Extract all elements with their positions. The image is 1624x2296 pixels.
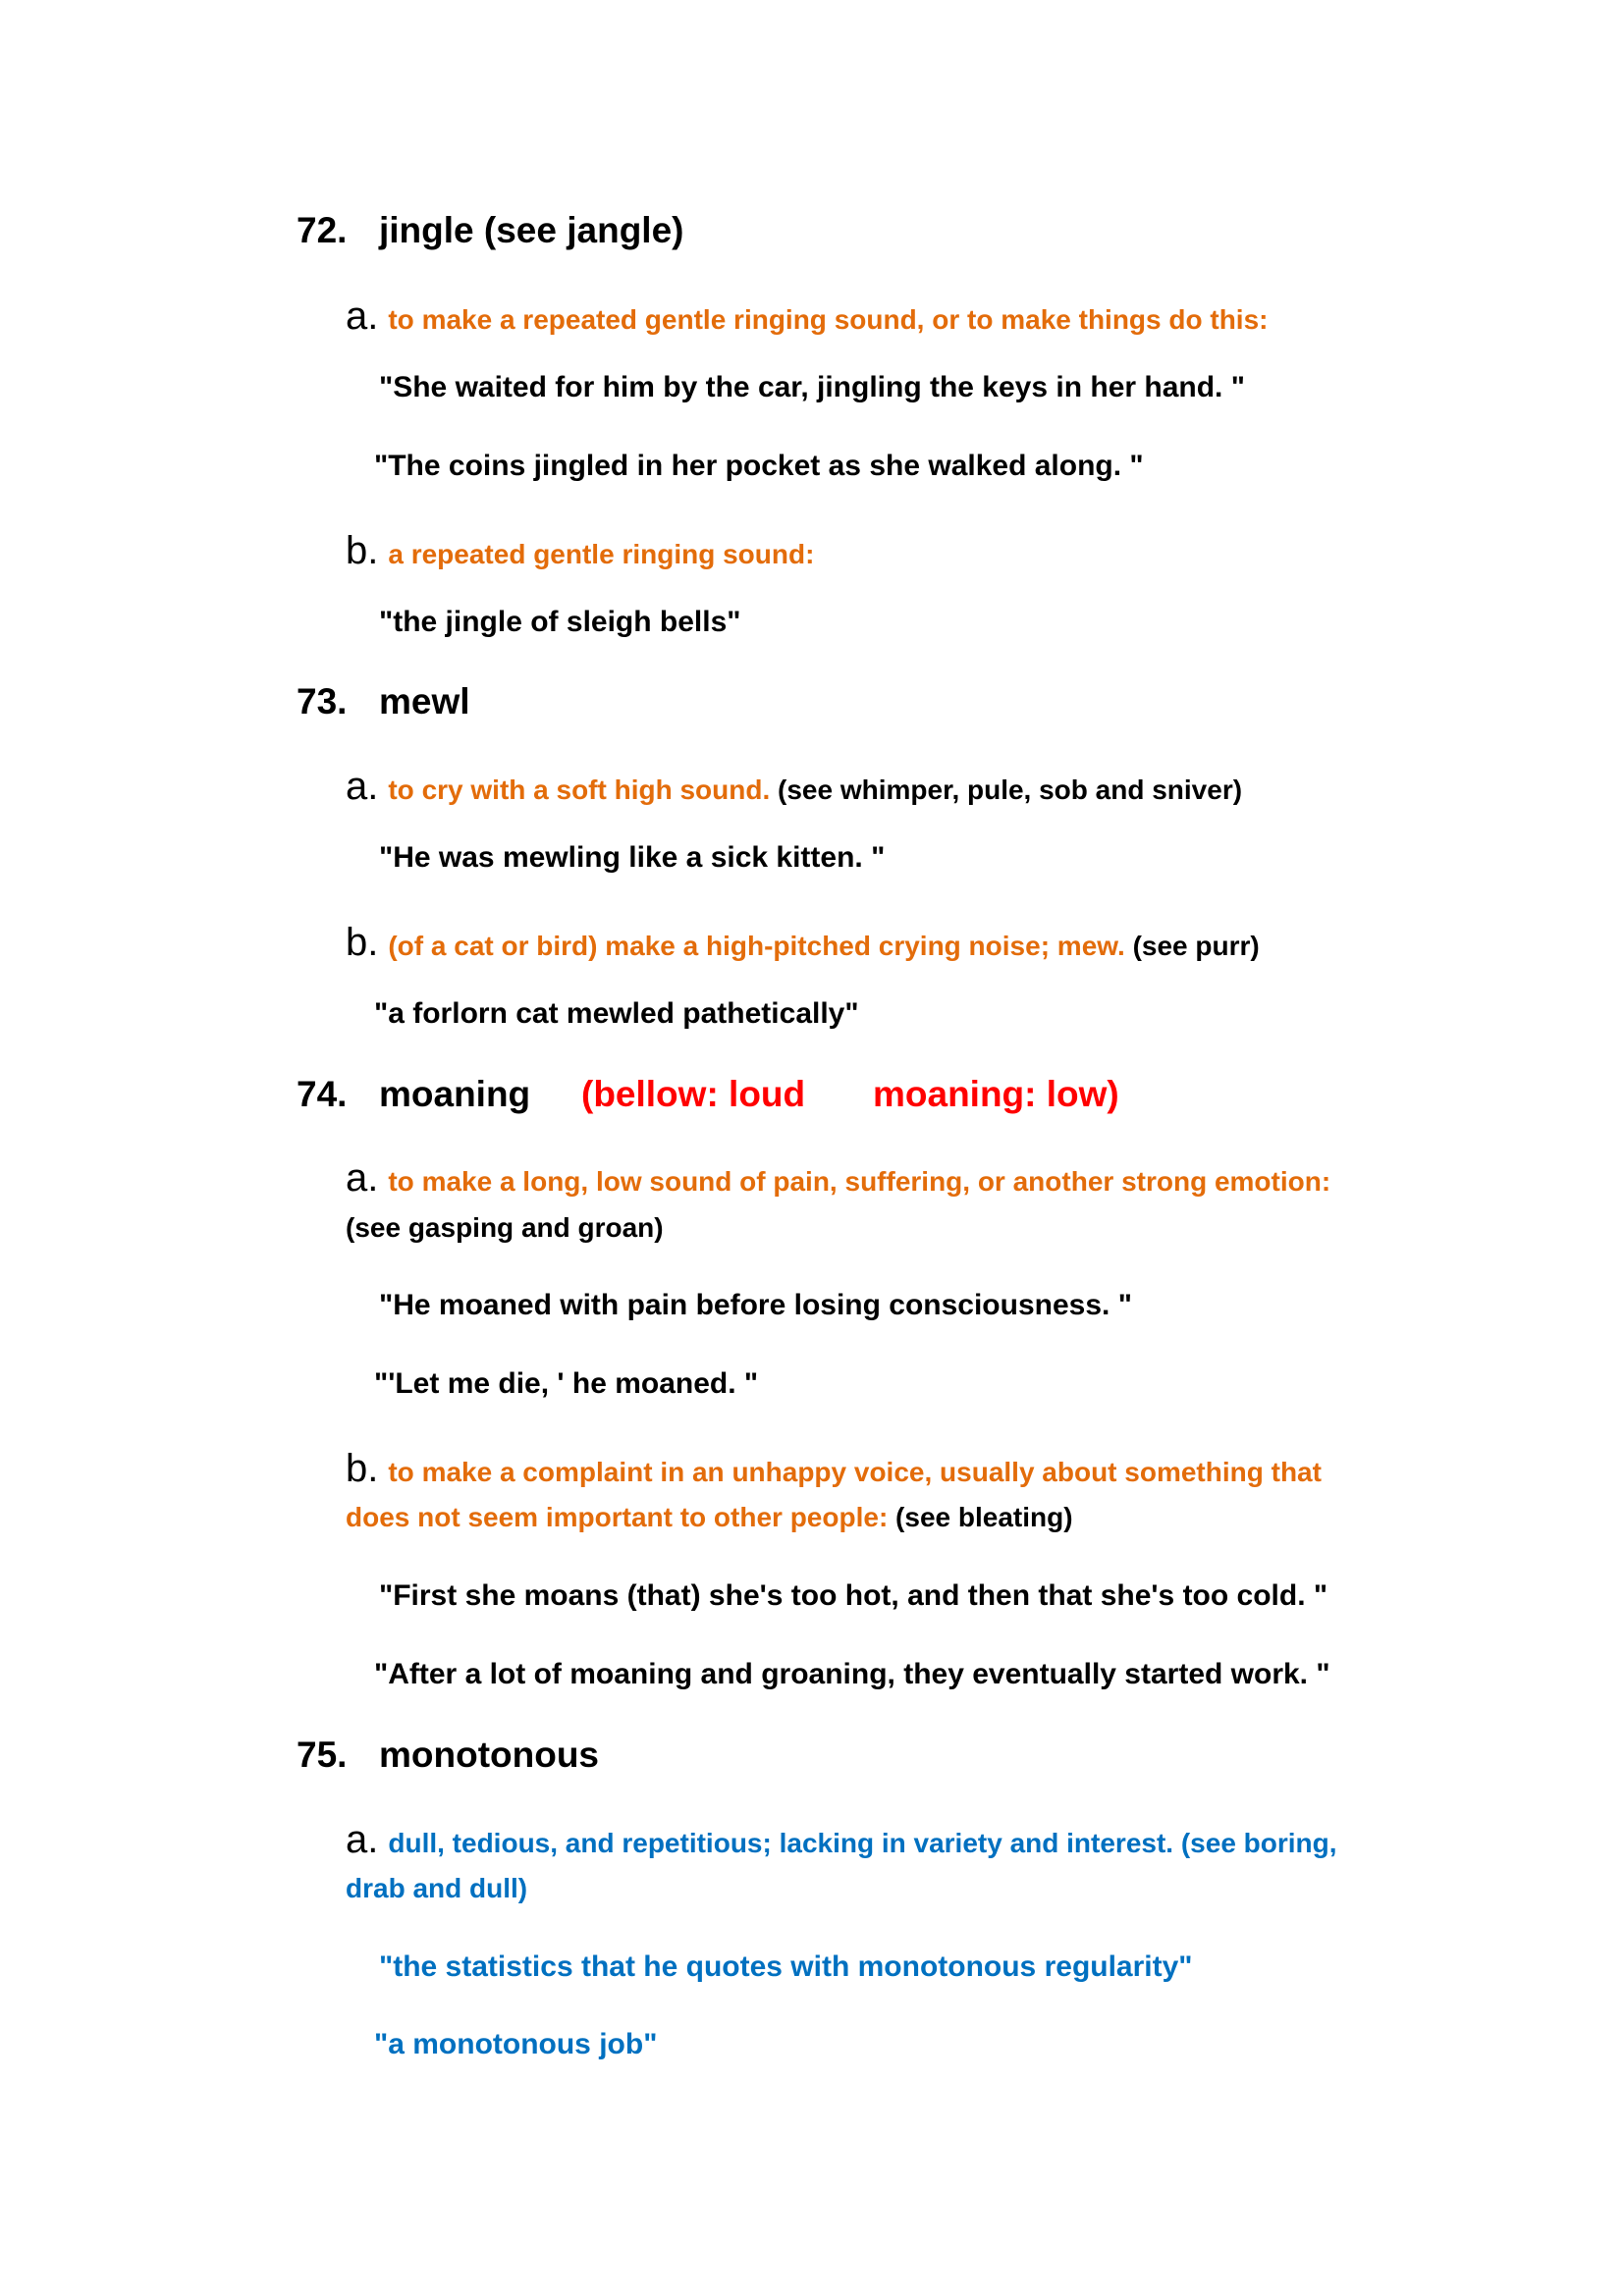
entry-word: mewl [379,681,470,721]
example-sentence: "a monotonous job" [374,2028,658,2060]
sense-line [346,923,1260,962]
example-sentence: "He moaned with pain before losing consciousness. " [379,1289,1132,1321]
definition-text: dull, tedious, and repetitious; lacking in variety and interest. (see boring, [388,1828,1337,1858]
sense-marker: b. [346,529,379,572]
entry-heading [297,212,683,248]
entry-number: 72. [297,210,348,250]
example-sentence: "the statistics that he quotes with monotonous regularity" [379,1950,1193,1983]
example-sentence: "a forlorn cat mewled pathetically" [374,997,859,1030]
sense-line [346,767,1242,806]
sense-marker: a. [346,294,379,338]
sense-line [346,296,1268,336]
definition-text: (of a cat or bird) make a high-pitched crying noise; mew. [388,931,1125,961]
sense-marker: a. [346,1156,379,1200]
example-sentence: "'Let me die, ' he moaned. " [374,1367,759,1400]
definition-text: to make a complaint in an unhappy voice, usually about something that [388,1457,1322,1487]
sense-marker: b. [346,921,379,964]
definition-text: does not seem important to other people: [346,1502,889,1532]
example-sentence: "The coins jingled in her pocket as she walked along. " [374,450,1144,482]
entry-word: moaning [379,1074,531,1114]
example-sentence: "the jingle of sleigh bells" [379,606,741,638]
see-also-text: (see purr) [1132,931,1260,961]
see-also-text: (see bleating) [895,1502,1073,1532]
example-sentence: "She waited for him by the car, jingling the keys in her hand. " [379,371,1245,403]
sense-line [346,1449,1322,1488]
contrast-note-low: moaning: low) [873,1074,1119,1114]
definition-text: to make a long, low sound of pain, suffering, or another strong emotion: [388,1166,1331,1197]
sense-line [346,531,814,570]
sense-marker: a. [346,765,379,808]
entry-word: monotonous [379,1735,600,1775]
entry-number: 75. [297,1735,348,1775]
sense-marker: a. [346,1818,379,1861]
entry-heading [297,1076,530,1112]
entry-heading [297,1736,599,1773]
definition-continuation [346,1504,1073,1531]
sense-line [346,1158,1330,1198]
definition-text: to cry with a soft high sound. [388,774,771,805]
sense-marker: b. [346,1447,379,1490]
example-sentence: "First she moans (that) she's too hot, and then that she's too cold. " [379,1579,1328,1612]
see-also-text: (see whimper, pule, sob and sniver) [778,774,1243,805]
entry-heading [297,683,470,720]
contrast-note-loud: (bellow: loud [581,1074,806,1114]
definition-continuation: drab and dull) [346,1873,528,1903]
example-sentence: "He was mewling like a sick kitten. " [379,841,886,874]
definition-text: a repeated gentle ringing sound: [388,539,815,569]
see-also-text: (see gasping and groan) [346,1212,664,1243]
entry-number: 74. [297,1074,348,1114]
definition-text: to make a repeated gentle ringing sound, or to make things do this: [388,304,1269,335]
sense-line [346,1820,1337,1859]
entry-number: 73. [297,681,348,721]
entry-word: jingle (see jangle) [379,210,684,250]
example-sentence: "After a lot of moaning and groaning, they eventually started work. " [374,1658,1330,1690]
